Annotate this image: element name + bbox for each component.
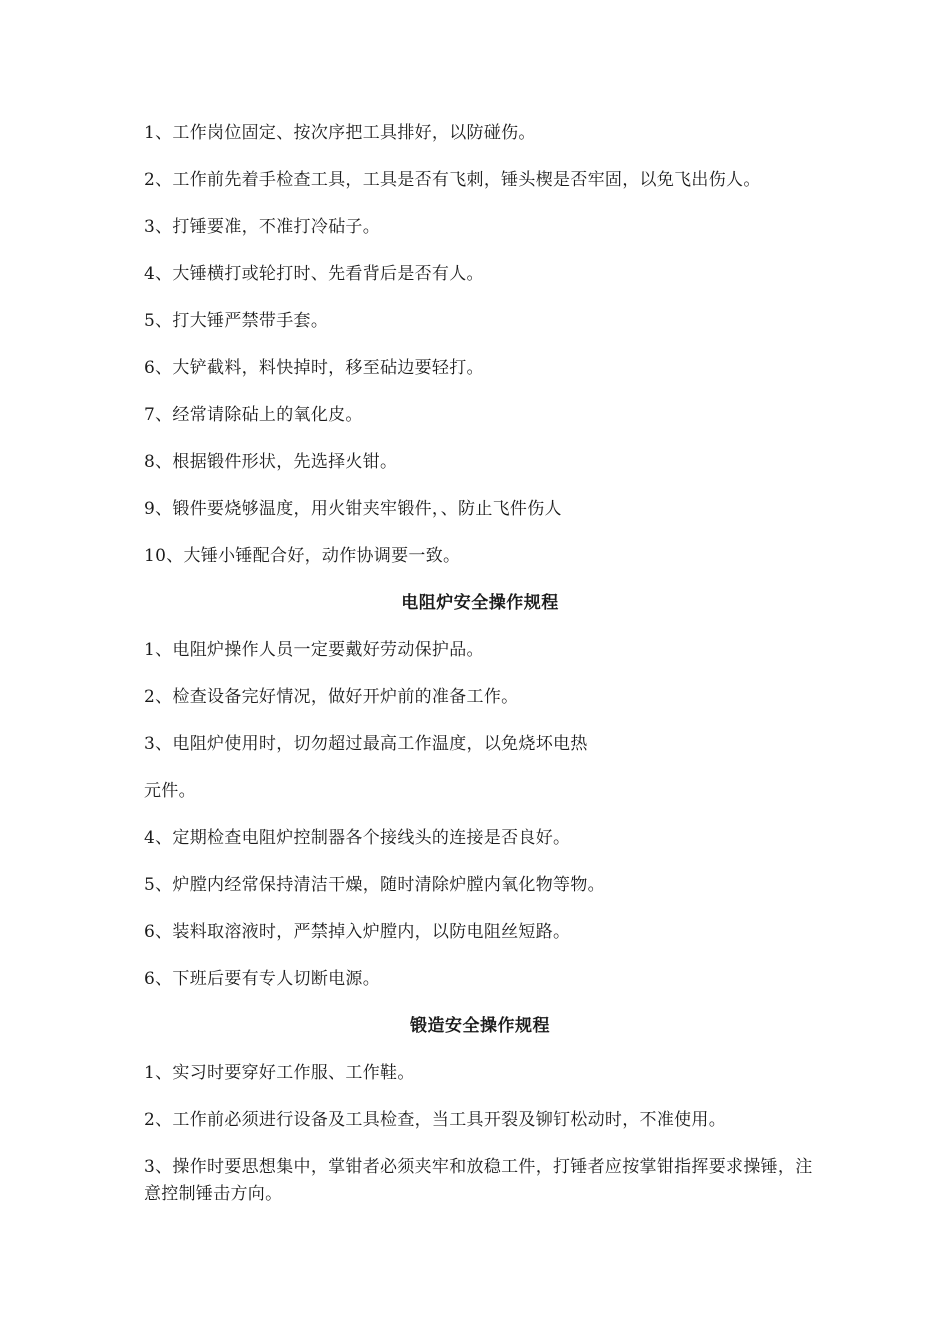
rule-item: 5、炉膛内经常保持清洁干燥，随时清除炉膛内氧化物等物。 [144, 875, 605, 895]
rule-item: 6、装料取溶液时，严禁掉入炉膛内，以防电阻丝短路。 [144, 922, 571, 942]
rule-item: 2、工作前先着手检查工具，工具是否有飞刺，锤头楔是否牢固，以免飞出伤人。 [144, 170, 761, 190]
rule-item: 10、大锤小锤配合好，动作协调要一致。 [144, 546, 461, 566]
rule-item: 2、工作前必须进行设备及工具检查，当工具开裂及铆钉松动时，不准使用。 [144, 1110, 727, 1130]
rule-item: 4、定期检查电阻炉控制器各个接线头的连接是否良好。 [144, 828, 571, 848]
rule-item: 3、打锤要准，不准打冷砧子。 [144, 217, 381, 237]
rule-item: 5、打大锤严禁带手套。 [144, 311, 329, 331]
rule-item-continuation: 元件。 [144, 781, 196, 801]
rule-item: 6、下班后要有专人切断电源。 [144, 969, 381, 989]
rule-item: 3、操作时要思想集中，掌钳者必须夹牢和放稳工件，打锤者应按掌钳指挥要求操锤，注意控制锤击方向。 [144, 1157, 813, 1204]
rule-item: 1、实习时要穿好工作服、工作鞋。 [144, 1063, 415, 1083]
rule-item: 6、大铲截料，料快掉时，移至砧边要轻打。 [144, 358, 484, 378]
rule-item: 4、大锤横打或轮打时、先看背后是否有人。 [144, 264, 484, 284]
section-heading-forging: 锻造安全操作规程 [410, 1016, 550, 1036]
rule-item: 1、工作岗位固定、按次序把工具排好，以防碰伤。 [144, 123, 536, 143]
rule-item: 2、检查设备完好情况，做好开炉前的准备工作。 [144, 687, 519, 707]
section-heading-resistance-furnace: 电阻炉安全操作规程 [401, 593, 559, 613]
rule-item: 7、经常请除砧上的氧化皮。 [144, 405, 363, 425]
rule-item: 9、锻件要烧够温度，用火钳夹牢锻件，、防止飞件伤人 [144, 499, 562, 519]
rule-item: 1、电阻炉操作人员一定要戴好劳动保护品。 [144, 640, 484, 660]
rule-item: 3、电阻炉使用时，切勿超过最高工作温度，以免烧坏电热 [144, 734, 588, 754]
document-body [144, 120, 816, 1228]
rule-item: 8、根据锻件形状，先选择火钳。 [144, 452, 398, 472]
